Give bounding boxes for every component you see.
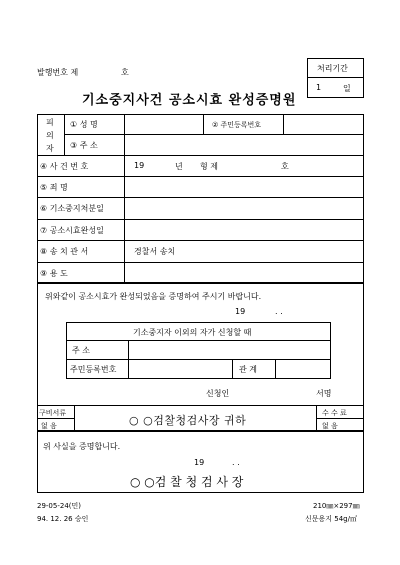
completion-date-label: ⑦ 공소시효완성일 xyxy=(40,226,104,235)
purpose-label: ⑨ 용 도 xyxy=(40,269,68,278)
request-date-dots: . . xyxy=(275,307,283,316)
applicant-section-label-1: 피 xyxy=(46,118,54,127)
case-number-year-prefix: 19 xyxy=(134,161,145,170)
addressee: ○ ○검찰청검사장 귀하 xyxy=(129,414,247,427)
certification-date-prefix: 19 xyxy=(194,458,205,467)
certification-date-dots: . . xyxy=(232,458,240,467)
proxy-title: 기소중지자 이외의 자가 신청할 때 xyxy=(133,328,252,337)
name-label: ① 성 명 xyxy=(70,120,98,129)
required-docs-value: 없 음 xyxy=(41,422,57,430)
proxy-rrn-label: 주민등록번호 xyxy=(70,365,117,374)
address-label: ③ 주 소 xyxy=(70,141,98,150)
fee-value: 없 음 xyxy=(322,422,338,430)
office-value: 경찰서 송치 xyxy=(134,247,176,256)
proxy-relation-label: 관 계 xyxy=(239,365,257,374)
approval-date: 94. 12. 26 승인 xyxy=(37,515,89,523)
issue-number-label: 발행번호 제 xyxy=(37,68,79,77)
case-number-year-unit: 년 xyxy=(175,162,183,171)
fee-label: 수 수 료 xyxy=(322,409,347,417)
charge-label: ⑤ 죄 명 xyxy=(40,183,68,192)
processing-period-unit: 일 xyxy=(343,84,351,93)
proxy-address-label: 주 소 xyxy=(72,346,90,355)
certification-sentence: 위 사실을 증명합니다. xyxy=(43,442,121,451)
required-docs-label: 구비서류 xyxy=(39,409,67,417)
request-sentence: 위와같이 공소시효가 완성되었음을 증명하여 주시기 바랍니다. xyxy=(45,292,262,301)
paper-size: 210㎜×297㎜ xyxy=(313,502,360,510)
applicant-signature-label: 신청인 xyxy=(206,389,230,398)
office-label: ⑧ 송 치 관 서 xyxy=(40,247,89,256)
page-title: 기소중지사건 공소시효 완성증명원 xyxy=(82,93,297,108)
form-code: 29-05-24(민) xyxy=(37,502,81,510)
processing-period-label: 처리기간 xyxy=(317,64,348,73)
case-number-label: ④ 사 건 번 호 xyxy=(40,162,89,171)
issue-number-suffix: 호 xyxy=(121,68,129,77)
suspension-date-label: ⑥ 기소중지처분일 xyxy=(40,204,104,213)
processing-period-value: 1 xyxy=(316,83,322,92)
paper-type: 신문용지 54g/㎡ xyxy=(305,515,357,523)
request-date-prefix: 19 xyxy=(235,307,246,316)
sign-label: 서명 xyxy=(316,389,332,398)
issuer: ○ ○검 찰 청 검 사 장 xyxy=(130,475,244,489)
case-number-type: 형 제 xyxy=(200,162,218,171)
case-number-unit: 호 xyxy=(281,162,289,171)
rrn-label: ② 주민등록번호 xyxy=(212,121,262,129)
applicant-section-label-3: 자 xyxy=(46,144,54,153)
applicant-section-label-2: 의 xyxy=(46,131,54,140)
